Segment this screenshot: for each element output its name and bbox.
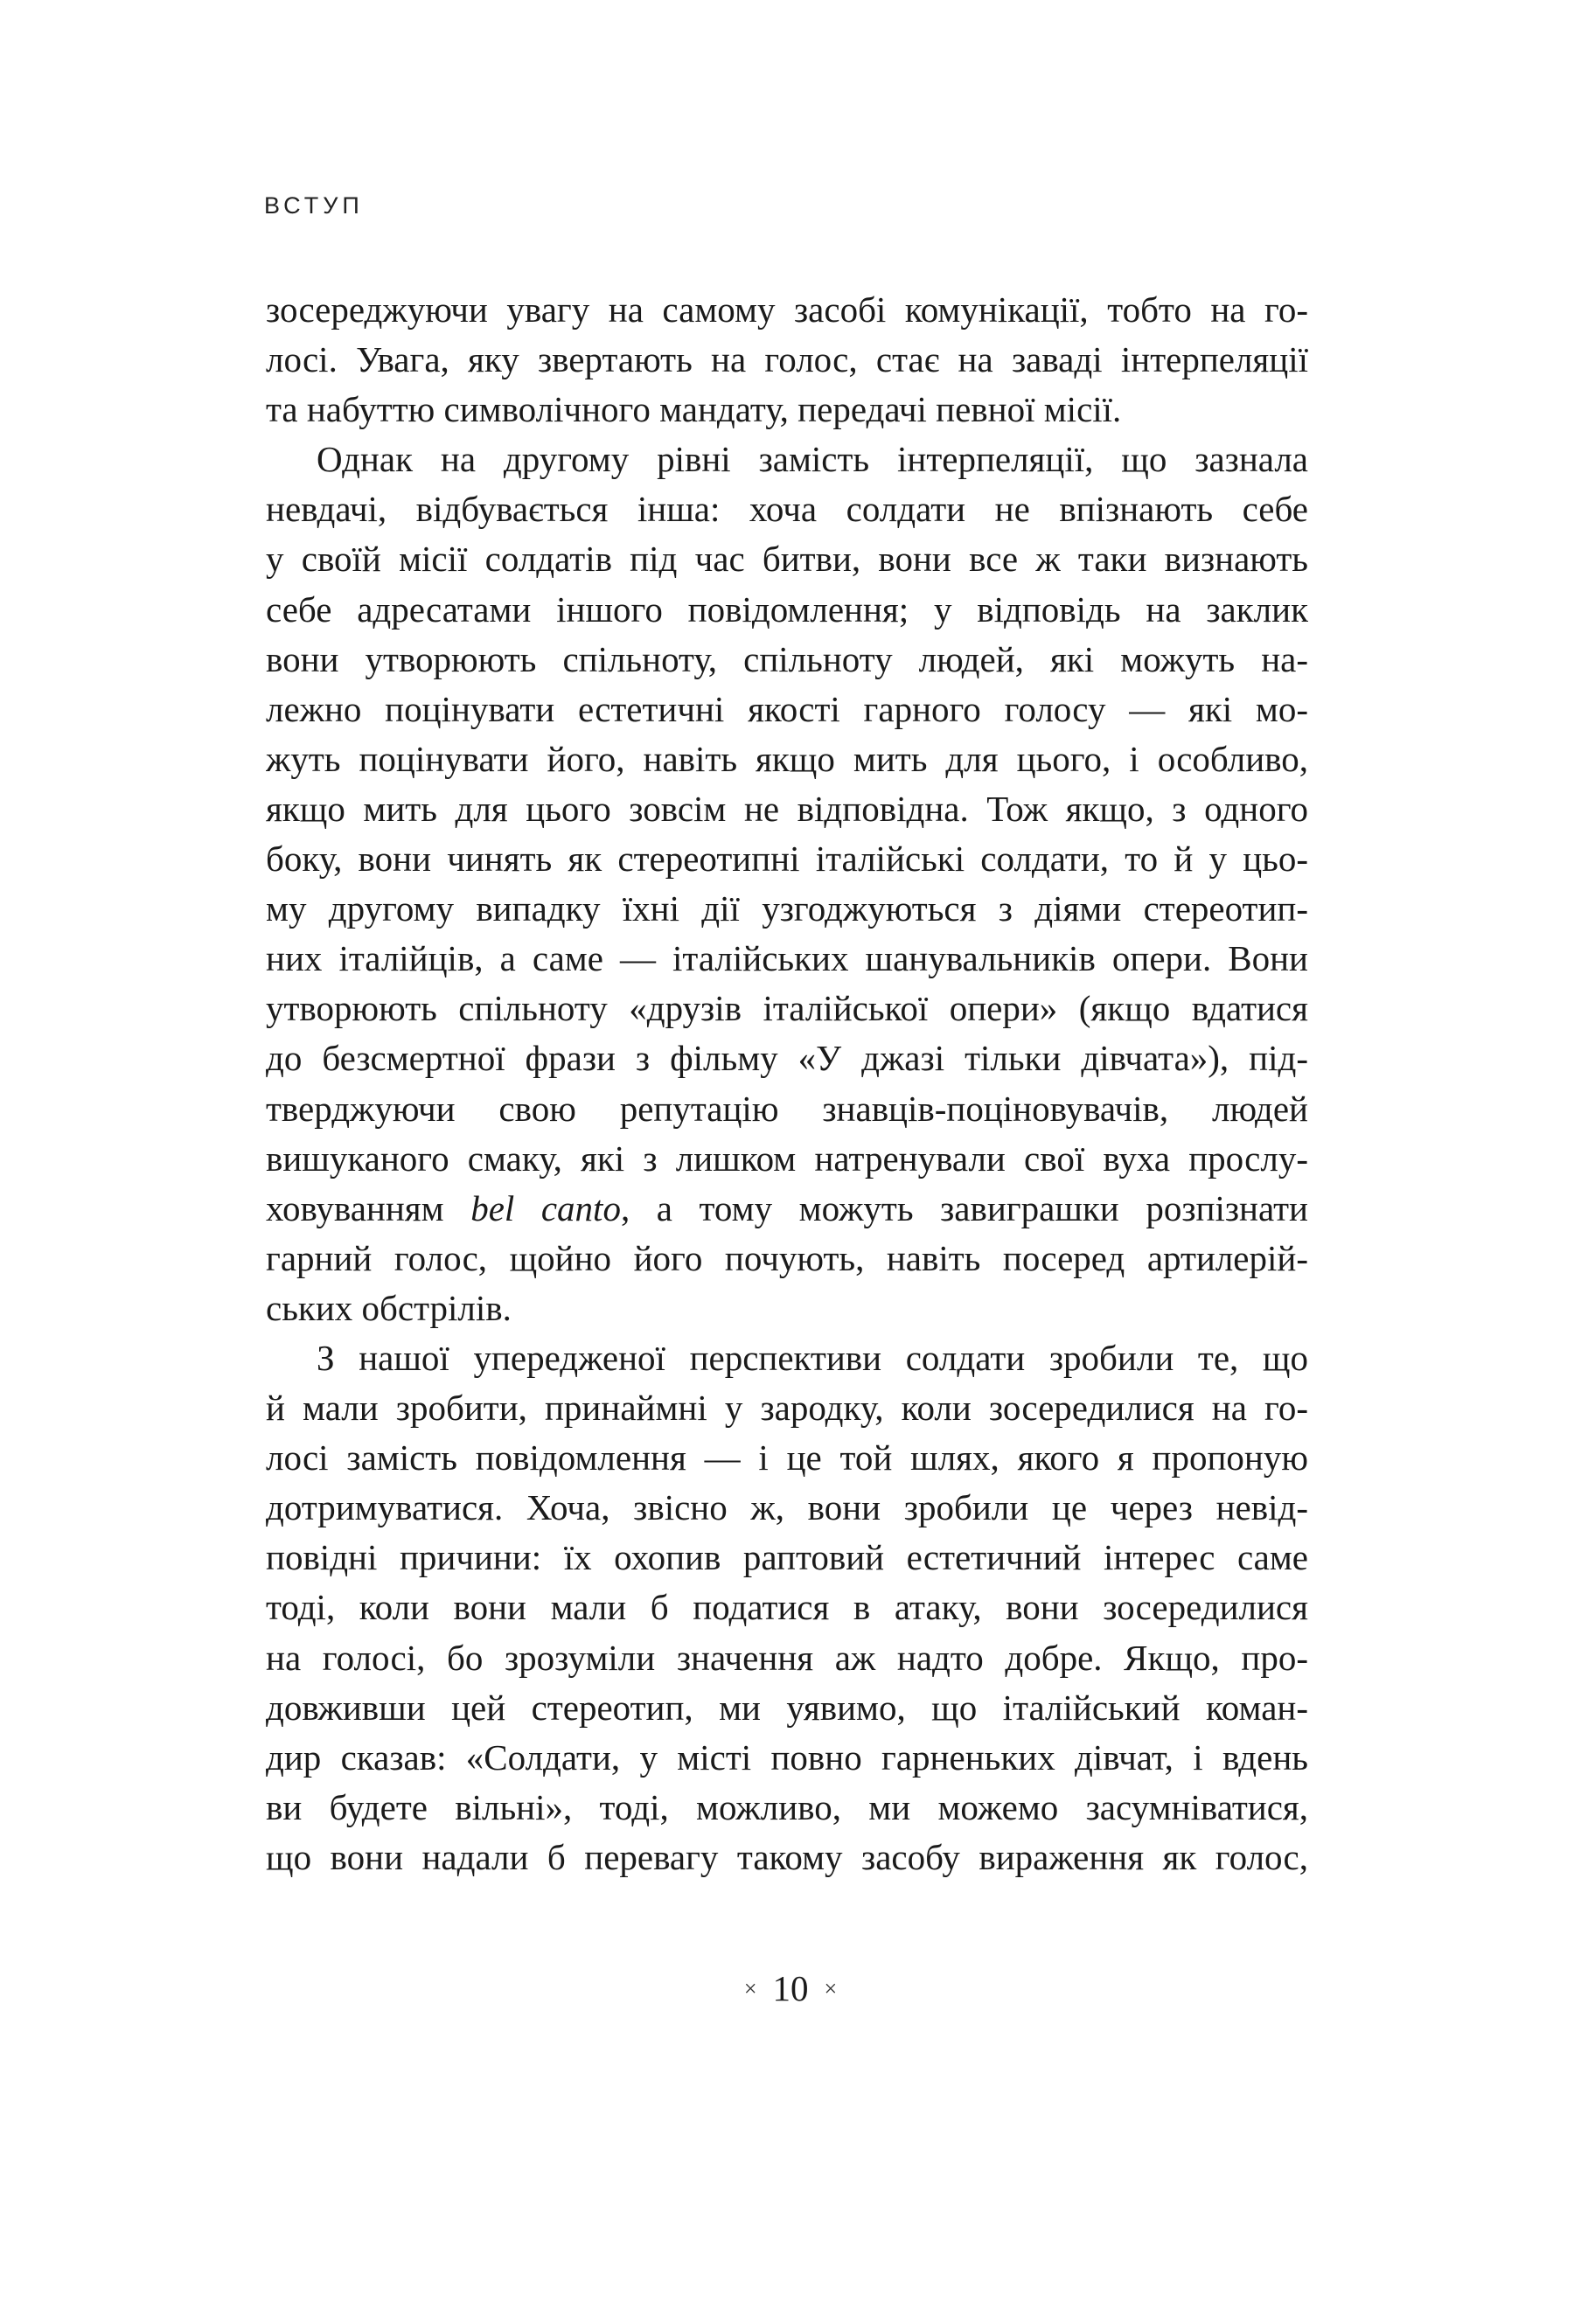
text-line: жуть поцінувати його, навіть якщо мить для цього, і особливо, (266, 738, 1308, 779)
text-line: що вони надали б перевагу такому засобу вираження як голос, (266, 1836, 1308, 1877)
text-line: З нашої упередженої перспективи солдати зробили те, що (317, 1337, 1308, 1378)
text-line: дир сказав: «Солдати, у місті повно гарненьких дівчат, і вдень (266, 1736, 1308, 1778)
text-line: у своїй місії солдатів під час битви, вони все ж таки визнають (266, 539, 1308, 580)
text-line: тоді, коли вони мали б податися в атаку, вони зосередилися (266, 1587, 1308, 1628)
text-line: вишуканого смаку, які з лишком натренували свої вуха прослу- (266, 1138, 1308, 1179)
text-line: дотримуватися. Хоча, звісно ж, вони зробили це через невід- (266, 1487, 1308, 1528)
folio-ornament-left: × (743, 1976, 757, 2001)
text-line: боку, вони чинять як стереотипні італійські солдати, то й у цьо- (266, 838, 1308, 880)
text-line: тверджуючи свою репутацію знавців-поціновувачів, людей (266, 1088, 1308, 1129)
text-line: ви будете вільні», тоді, можливо, ми можемо засумніватися, (266, 1786, 1308, 1827)
text-line: до безсмертної фрази з фільму «У джазі тільки дівчата»), під- (266, 1038, 1308, 1079)
text-line: й мали зробити, принаймні у зародку, коли зосередилися на го- (266, 1388, 1308, 1429)
text-line: лосі. Увага, яку звертають на голос, стає на заваді інтерпеляції (266, 339, 1308, 380)
text-line: гарний голос, щойно його почують, навіть посеред артилерій- (266, 1237, 1308, 1278)
text-line: му другому випадку їхні дії узгоджуються з діями стереотип- (266, 888, 1308, 929)
text-line: утворюють спільноту «друзів італійської опери» (якщо вдатися (266, 988, 1308, 1029)
text-line: Однак на другому рівні замість інтерпеляції, що зазнала (317, 439, 1308, 480)
text-line: вони утворюють спільноту, спільноту людей, які можуть на- (266, 638, 1308, 679)
text-line: на голосі, бо зрозуміли значення аж надто добре. Якщо, про- (266, 1637, 1308, 1678)
text-line: та набуттю символічного мандату, передачі певної місії. (266, 389, 1122, 430)
italic-phrase: bel canto (470, 1187, 621, 1228)
text-line: якщо мить для цього зовсім не відповідна. Тож якщо, з одного (266, 788, 1308, 829)
text-line: них італійців, а саме — італійських шанувальників опери. Вони (266, 938, 1308, 979)
text-line: довживши цей стереотип, ми уявимо, що італійський коман- (266, 1687, 1308, 1728)
page-number: 10 (772, 1968, 809, 2008)
page-folio (0, 1967, 1581, 2009)
text-line: себе адресатами іншого повідомлення; у відповідь на заклик (266, 588, 1308, 630)
text-line: повідні причини: їх охопив раптовий естетичний інтерес саме (266, 1537, 1308, 1578)
text-line: невдачі, відбувається інша: хоча солдати не впізнають себе (266, 489, 1308, 530)
body-text (266, 285, 1308, 1882)
running-head: ВСТУП (264, 192, 364, 219)
folio-ornament-right: × (824, 1976, 838, 2001)
text-line: лежно поцінувати естетичні якості гарного голосу — які мо- (266, 688, 1308, 729)
text-line: ських обстрілів. (266, 1287, 512, 1328)
text-line: ховуванням bel canto, а тому можуть завиграшки розпізнати (266, 1187, 1308, 1228)
text-line: зосереджуючи увагу на самому засобі комунікації, тобто на го- (266, 289, 1308, 330)
text-line: лосі замість повідомлення — і це той шлях, якого я пропоную (266, 1437, 1308, 1479)
